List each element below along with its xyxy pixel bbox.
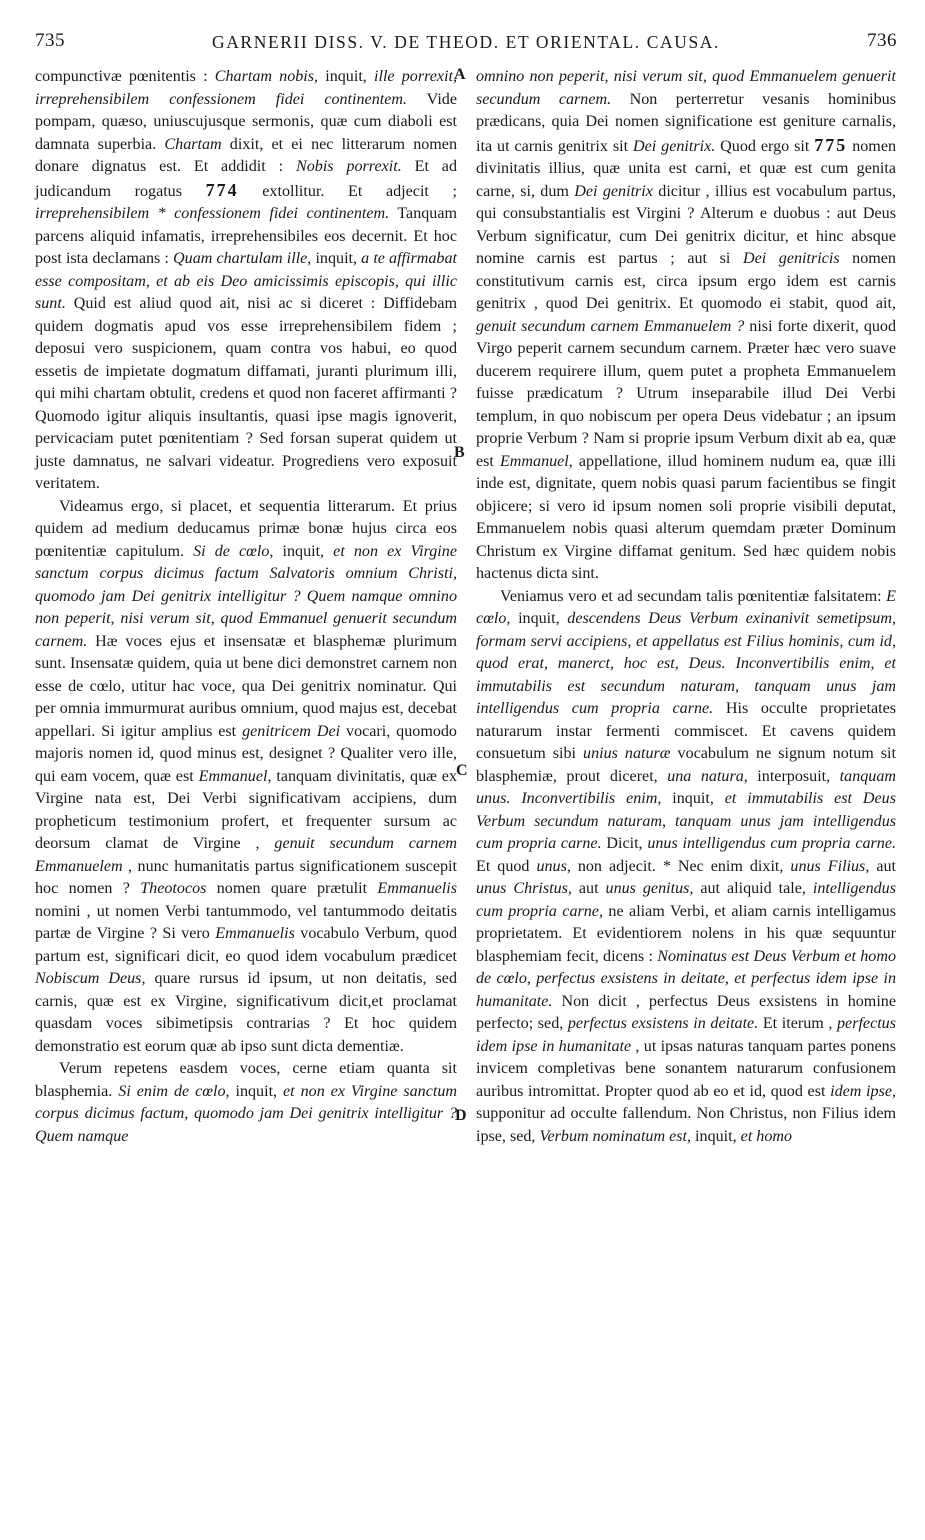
paragraph	[35, 496, 457, 1059]
text-run: , tanquam divinitatis, quæ ex Virgine nata est, Dei Verbi significativam accipiens, dum propheticum testimonium profert, et frequenter sursum ac deorsum clamat de Virgine ,	[35, 767, 457, 852]
italic-quote: una natura	[667, 767, 744, 785]
text-run: inquit,	[229, 1082, 284, 1100]
text-run: Dicit,	[601, 835, 648, 852]
text-run: Vide pompam, quæso, uniuscujusque sermonis, quæ cum diaboli est damnata superbia.	[35, 90, 457, 153]
italic-quote: Emmanuelis	[215, 925, 295, 942]
text-run: nomen divinitatis illius, quæ unita est carni, et quæ est cum genita carne, si, dum	[476, 137, 897, 200]
text-run: , nunc humanitatis partus significationem suscepit hoc nomen ?	[35, 857, 457, 897]
italic-quote: a te affirmabat esse compositam, et ab eis Deo amicissimis episcopis, qui illic sunt.	[35, 250, 458, 312]
italic-quote: unius naturæ	[583, 745, 671, 762]
italic-quote: et non ex Virgine sanctum corpus dicimus factum, quomodo jam Dei genitrix intelligitur ? Quem namque	[35, 1082, 457, 1145]
italic-quote: unus	[536, 857, 567, 875]
paragraph	[476, 586, 896, 1149]
running-title: GARNERII DISS. V. DE THEOD. ET ORIENTAL. CAUSA.	[211, 32, 721, 52]
italic-quote: Nominatus est Deus Verbum et homo de cœlo, perfectus exsistens in deitate, et perfectus idem ipse in humanitate.	[476, 947, 896, 1010]
italic-quote: Chartam nobis	[214, 68, 315, 85]
left-column	[35, 66, 457, 1148]
margin-letter-a: A	[454, 66, 466, 83]
italic-quote: E cœlo,	[476, 587, 896, 627]
text-run: supponitur ad occulte fallendum. Non Christus, non Filius idem ipse, sed,	[476, 1105, 896, 1145]
text-run: Et iterum ,	[758, 1015, 837, 1032]
text-run: aut	[869, 857, 896, 875]
italic-quote: tanquam unus. Inconvertibilis enim,	[476, 767, 896, 807]
text-run: dicitur , illius est vocabulum partus, qui consubstantialis est Virgini ? Alterum e duobus : aut Deus Verbum significatur, cum Dei genitrix dicitur, et hinc absque nomine carnis est partus ; aut si	[476, 182, 896, 267]
italic-quote: unus intelligendus cum propria carne.	[647, 835, 896, 852]
italic-quote: perfectus idem ipse in humanitate	[476, 1015, 896, 1055]
margin-letter-c: C	[456, 762, 468, 779]
text-run: , non adjecit. * Nec enim dixit,	[566, 857, 791, 875]
italic-quote: Emmanuelis	[377, 880, 457, 897]
text-run: inquit,	[510, 610, 568, 627]
text-run: Non dicit , perfectus Deus exsistens in homine perfecto; sed,	[476, 992, 896, 1032]
text-run: Et ad judicandum rogatus	[35, 158, 457, 200]
text-run: vocabulum ne signum notum sit blasphemiæ, prout diceret,	[476, 745, 897, 785]
italic-quote: et immutabilis est Deus Verbum secundum naturam, tanquam unus jam intelligendus cum propria carne.	[476, 790, 896, 852]
text-run: inquit,	[661, 790, 725, 807]
page-number-left: 735	[35, 30, 65, 51]
text-run: , interposuit,	[743, 767, 840, 785]
text-run: Verum repetens easdem voces, cerne etiam quanta sit blasphemia.	[35, 1060, 457, 1100]
italic-quote: omnino non peperit, nisi verum sit, quod Emmanuelem genuerit secundum carnem.	[476, 68, 896, 108]
italic-quote: unus genitus,	[605, 880, 694, 897]
italic-quote: Dei genitrix.	[632, 137, 716, 155]
italic-quote: Theotocos	[140, 880, 207, 897]
column-number: 774	[205, 179, 239, 200]
italic-quote: Si de cœlo,	[193, 542, 274, 560]
column-number: 775	[814, 134, 848, 155]
italic-quote: unus Christus,	[476, 880, 572, 897]
italic-quote: Si enim de cœlo,	[118, 1082, 230, 1100]
italic-quote: genuit secundum carnem Emmanuelem	[35, 835, 457, 875]
text-run: quare rursus id ipsum, ut non deitatis, sed carnis, quæ est ex Virgine, significativum dicit,et proclamat quasdam voces sibimetipsis contrarias ? Et hoc quidem demonstratio est eorum quæ ab ipso sunt dicta dementiæ.	[35, 970, 457, 1055]
text-run: vocabulo Verbum, quod partum est, significari dicit, eo quod idem vocabulum prædicet	[35, 925, 457, 965]
text-run: Videamus ergo, si placet, et sequentia litterarum. Et prius quidem ad medium deducamus primæ bonæ hujus circa eos pœnitentiæ capitulum.	[35, 497, 457, 560]
paragraph	[35, 66, 457, 496]
italic-quote: Quam chartulam ille,	[173, 250, 312, 267]
italic-quote: descendens Deus Verbum exinanivit semetipsum, formam servi accipiens, et appellatus est Filius hominis, cum id, quod erat, manerct, hoc est, Deus. Inconvertibilis enim, et immutabilis est secundum naturam, tanquam unus jam intelligendus cum propria carne.	[476, 610, 896, 717]
italic-quote: et homo	[740, 1127, 793, 1145]
text-run: aut	[571, 880, 606, 897]
text-run: His occulte proprietates naturarum instar fermenti commiscet. Et cavens quidem consuetum sibi	[476, 700, 897, 762]
italic-quote: idem ipse,	[830, 1082, 896, 1100]
italic-quote: Emmanuel	[198, 767, 268, 785]
italic-quote: irreprehensibilem * confessionem fidei continentem.	[35, 205, 390, 222]
text-run: Tanquam parcens aliquid infamatis, irreprehensibiles eos decernit. Et hoc post ista declamans :	[35, 205, 457, 267]
italic-quote: Nobiscum Deus,	[35, 970, 146, 987]
italic-quote: Nobis porrexit.	[296, 158, 402, 175]
text-run: dixit, et ei nec litterarum nomen donare dignatus est. Et addidit :	[35, 135, 457, 175]
margin-letter-b: B	[454, 444, 465, 461]
text-run: , inquit,	[314, 68, 374, 85]
text-run: , ut ipsas naturas tanquam partes ponens invicem completivas bene sonantem naturarum confusionem auribus intromittat. Propter quod ab eo et id, quod est	[476, 1037, 896, 1100]
margin-letter-d: D	[455, 1107, 467, 1124]
text-run: inquit,	[311, 250, 362, 267]
text-run: Non perterretur vesanis hominibus prædicans, quia Dei nomen significatione est geniture carnalis, ita ut carnis genitrix sit	[476, 90, 896, 155]
italic-quote: Emmanuel	[499, 452, 569, 470]
text-run: , appellatione, illud hominem nudum ea, quæ illi inde est, dignitate, quem nobis quasi parum facientibus se fingit objicere; si vero id ipsum nomen soli proprie visibili deputat, Emmanuelem nobis quasi alterum quemdam præter Dominum Christum ex Virgine diffamat genitum. Sed hæc quidem nobis hactenus dicta sint.	[476, 452, 896, 582]
italic-quote: perfectus exsistens in deitate.	[567, 1015, 759, 1032]
text-run: nomini , ut nomen Verbi tantummodo, vel tantummodo deitatis partæ de Virgine ? Si vero	[35, 902, 457, 942]
page-header	[35, 30, 897, 56]
text-run: Veniamus vero et ad secundam talis pœnitentiæ falsitatem:	[500, 587, 887, 605]
text-run: compunctivæ pœnitentis :	[35, 68, 215, 85]
text-run: Quod ergo sit	[715, 137, 815, 155]
text-run: inquit,	[273, 542, 334, 560]
italic-quote: Dei genitricis	[742, 250, 840, 267]
text-run: Et quod	[476, 857, 537, 875]
italic-quote: unus Filius,	[790, 857, 870, 875]
text-run: nomen quare prætulit	[206, 880, 378, 897]
page-number-right: 736	[867, 30, 897, 51]
italic-quote: intelligendus cum propria carne,	[476, 880, 896, 920]
text-run: vocari, quomodo majoris nomen id, quod minus est, designet ? Qualiter vero ille, qui eam vocem, quæ est	[35, 722, 457, 785]
paragraph	[476, 66, 896, 586]
italic-quote: Verbum nominatum est,	[539, 1127, 692, 1145]
italic-quote: Chartam	[164, 135, 222, 153]
italic-quote: et non ex Virgine sanctum corpus dicimus factum Salvatoris omnium Christi, quomodo jam Dei genitrix intelligitur ? Quem namque omnino non peperit, nisi verum sit, quod Emmanuel genuerit secundum carnem.	[35, 542, 457, 650]
right-column	[476, 66, 896, 1148]
text-run: inquit,	[691, 1127, 741, 1145]
text-run: Hæ voces ejus et insensatæ et blasphemæ plurimum sunt. Insensatæ quidem, quia ut bene dici demonstret carnem non esse de cœlo, utitur hac voce, qua Dei genitrix nominatur. Qui per omnia immurmurat auribus omnium, quod majus est, decebat appellari. Si igitur amplius est	[35, 632, 457, 740]
text-run: Quid est aliud quod ait, nisi ac si diceret : Diffidebam quidem dogmatis apud vos esse irreprehensibilem fidem ; deposui vero suspicionem, quam contra vos habui, eo quod essetis de impietate dogmatum diffamati, juranti plurimum illi, qui mihi chartam obtulit, credens et quod non faceret affirmanti ? Quomodo igitur aliquis insultantis, quasi ipse magis ignoverit, pervicaciam putet pœnitentiam ? Sed forsan superat quidem ut juste damnatus, ne salvari videatur. Progrediens vero exposuit veritatem.	[35, 295, 457, 492]
text-run: extollitur. Et adjecit ;	[238, 182, 457, 200]
text-run: ne aliam Verbi, et aliam carnis intelligamus proprietatem. Et evidentiorem nolens in his quæ sequuntur blasphemiam fecit, dicens :	[476, 902, 896, 965]
italic-quote: ille porrexit, irreprehensibilem confessionem fidei continentem.	[35, 68, 458, 108]
text-run: nomen constitutivum carnis est, circa ipsum ergo idem est carnis genitrix , quod Dei genitrix. Et quomodo ei stabit, quod ait,	[476, 250, 896, 312]
paragraph	[35, 1058, 457, 1148]
italic-quote: genuit secundum carnem Emmanuelem ?	[476, 317, 745, 335]
text-run: nisi forte dixerit, quod Virgo peperit carnem secundum carnem. Præter hæc vero suave ducerem requirere illum, quem putet a propheta Emmanuelem fuisse prædicatum ? Utrum inseparabile illud Dei Verbi templum, in quo nobiscum per opera Deus videbatur ; an ipsum proprie Verbum ? Nam si proprie ipsum Verbum dixit ab ea, quæ est	[476, 317, 897, 470]
italic-quote: Dei genitrix	[574, 182, 653, 200]
italic-quote: genitricem Dei	[242, 722, 341, 740]
text-run: aut aliquid tale,	[693, 880, 813, 897]
